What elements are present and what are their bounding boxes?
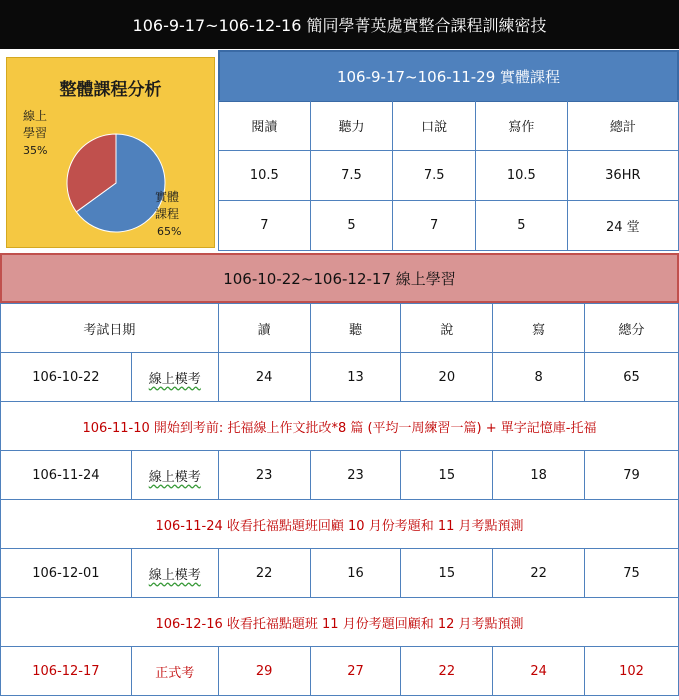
pie-label-online [23, 108, 47, 159]
table-cell: 24 堂 [567, 201, 678, 251]
col-header: 寫作 [476, 101, 568, 151]
pie-label-online-pct: 35% [23, 144, 48, 157]
exam-type [131, 353, 218, 402]
score-speaking: 22 [401, 647, 493, 696]
note-text: 106-11-24 收看托福點題班回顧 10 月份考題和 11 月考點預測 [1, 500, 679, 549]
score-writing: 18 [493, 451, 585, 500]
score-total: 75 [585, 549, 679, 598]
score-reading: 23 [218, 451, 310, 500]
exam-type-text: 線上模考 [148, 371, 201, 387]
physical-course-header-text: 106-9-17~106-11-29 實體課程 [336, 67, 561, 86]
physical-course-panel [218, 50, 679, 250]
exam-date: 106-12-01 [1, 549, 132, 598]
table-cell: 10.5 [476, 151, 568, 201]
exam-type: 正式考 [131, 647, 218, 696]
pie-chart-panel [6, 57, 215, 248]
col-header: 閱讀 [219, 101, 311, 151]
col-header: 聽 [310, 304, 401, 353]
score-listening: 23 [310, 451, 401, 500]
table-header-row [219, 101, 679, 151]
table-cell: 36HR [567, 151, 678, 201]
col-header: 寫 [493, 304, 585, 353]
table-row [1, 647, 679, 696]
score-writing: 24 [493, 647, 585, 696]
col-header: 讀 [218, 304, 310, 353]
score-writing: 22 [493, 549, 585, 598]
table-row [1, 353, 679, 402]
pie-label-physical-text: 實體 課程 [155, 190, 180, 221]
online-learning-table [0, 303, 679, 696]
score-reading: 29 [218, 647, 310, 696]
pie-label-online-text: 線上 學習 [23, 109, 48, 140]
pie-chart-title: 整體課程分析 [59, 80, 162, 100]
table-cell: 5 [310, 201, 393, 251]
score-speaking: 15 [401, 451, 493, 500]
score-total: 65 [585, 353, 679, 402]
note-text: 106-12-16 收看托福點題班 11 月份考題回顧和 12 月考點預測 [1, 598, 679, 647]
score-listening: 27 [310, 647, 401, 696]
note-row [1, 500, 679, 549]
exam-type-text: 線上模考 [148, 567, 201, 583]
table-cell: 7 [219, 201, 311, 251]
col-header: 說 [401, 304, 493, 353]
score-total: 102 [585, 647, 679, 696]
exam-date: 106-12-17 [1, 647, 132, 696]
table-row [1, 451, 679, 500]
table-cell: 7.5 [393, 151, 476, 201]
score-speaking: 20 [401, 353, 493, 402]
note-row [1, 402, 679, 451]
banner-title-text: 106-9-17~106-12-16 簡同學菁英處實整合課程訓練密技 [132, 16, 547, 35]
score-listening: 16 [310, 549, 401, 598]
col-header: 總計 [567, 101, 678, 151]
table-cell: 7 [393, 201, 476, 251]
score-speaking: 15 [401, 549, 493, 598]
note-text: 106-11-10 開始到考前: 托福線上作文批改*8 篇 (平均一周練習一篇) + 單字記憶庫-托福 [1, 402, 679, 451]
score-total: 79 [585, 451, 679, 500]
col-header: 聽力 [310, 101, 393, 151]
table-row [219, 151, 679, 201]
table-row [219, 201, 679, 251]
score-reading: 24 [218, 353, 310, 402]
physical-course-table [218, 100, 679, 251]
col-header: 總分 [585, 304, 679, 353]
table-cell: 7.5 [310, 151, 393, 201]
online-learning-header [0, 253, 679, 303]
pie-label-physical [155, 189, 181, 240]
col-header: 口說 [393, 101, 476, 151]
table-cell: 10.5 [219, 151, 311, 201]
exam-date: 106-11-24 [1, 451, 132, 500]
physical-course-header [218, 50, 679, 102]
pie-label-physical-pct: 65% [157, 225, 182, 238]
online-learning-header-text: 106-10-22~106-12-17 線上學習 [223, 269, 456, 288]
note-row [1, 598, 679, 647]
banner-title [0, 0, 679, 49]
exam-date: 106-10-22 [1, 353, 132, 402]
col-header: 考試日期 [1, 304, 219, 353]
pie-chart [65, 132, 167, 234]
score-reading: 22 [218, 549, 310, 598]
exam-type [131, 549, 218, 598]
exam-type [131, 451, 218, 500]
score-writing: 8 [493, 353, 585, 402]
table-row [1, 549, 679, 598]
score-listening: 13 [310, 353, 401, 402]
table-header-row [1, 304, 679, 353]
exam-type-text: 線上模考 [148, 469, 201, 485]
table-cell: 5 [476, 201, 568, 251]
